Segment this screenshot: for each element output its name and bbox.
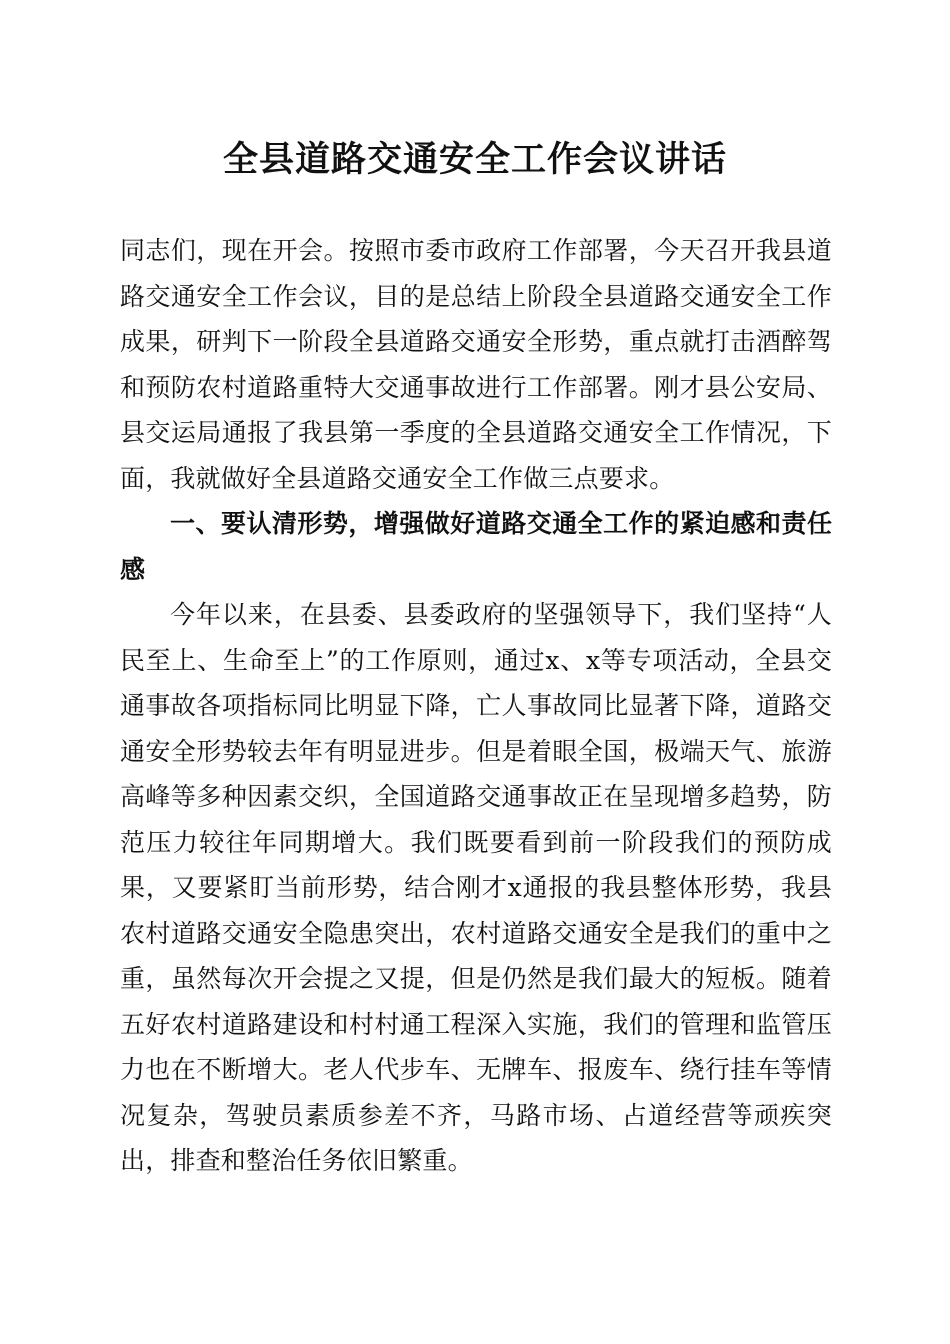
section-1-paragraph: 今年以来，在县委、县委政府的坚强领导下，我们坚持“人民至上、生命至上”的工作原则，通过x、x等专项活动，全县交通事故各项指标同比明显下降，亡人事故同比显著下降，道路交通安全形势较去年有明显进步。但是着眼全国，极端天气、旅游高峰等多种因素交织，全国道路交通事故正在呈现增多趋势，防范压力较往年同期增大。我们既要看到前一阶段我们的预防成果，又要紧盯当前形势，结合刚才x通报的我县整体形势，我县农村道路交通安全隐患突出，农村道路交通安全是我们的重中之重，虽然每次开会提之又提，但是仍然是我们最大的短板。随着五好农村道路建设和村村通工程深入实施，我们的管理和监管压力也在不断增大。老人代步车、无牌车、报废车、绕行挂车等情况复杂，驾驶员素质参差不齐，马路市场、占道经营等顽疾突出，排查和整治任务依旧繁重。 [120,600,832,1175]
intro-paragraph: 同志们，现在开会。按照市委市政府工作部署，今天召开我县道路交通安全工作会议，目的是总结上阶段全县道路交通安全工作成果，研判下一阶段全县道路交通安全形势，重点就打击酒醉驾和预防农村道路重特大交通事故进行工作部署。刚才县公安局、县交运局通报了我县第一季度的全县道路交通安全工作情况，下面，我就做好全县道路交通安全工作做三点要求。 [120,236,832,493]
document-title: 全县道路交通安全工作会议讲话 [222,139,727,180]
document-body [120,228,832,1184]
section-1-heading: 一、要认清形势，增强做好道路交通全工作的紧迫感和责任感 [120,509,832,584]
